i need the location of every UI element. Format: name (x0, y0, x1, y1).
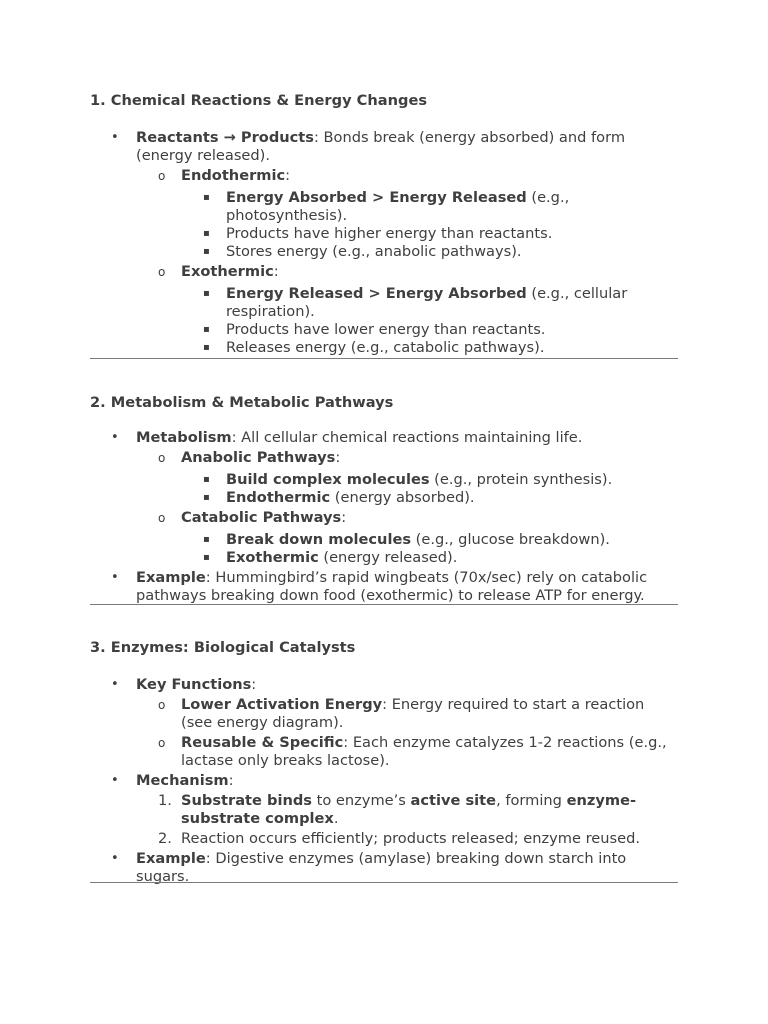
bullet-marker: ▪ (203, 492, 210, 503)
item-text: : Digestive enzymes (amylase) breaking down starch into sugars. (136, 850, 627, 885)
bullet-marker: ▪ (203, 552, 210, 563)
bold-term: Energy Released > Energy Absorbed (226, 285, 527, 302)
bullet-marker: o (158, 698, 166, 712)
numbered-item (90, 830, 678, 848)
bullet-item (90, 129, 678, 165)
bold-term: Endothermic (181, 167, 286, 184)
sub-bullet-item (90, 734, 678, 770)
item-text: : (335, 449, 341, 466)
bold-term: Example (136, 850, 206, 867)
item-text: Products have lower energy than reactants. (226, 321, 546, 338)
section-chemical-reactions (90, 92, 678, 357)
bullet-marker: ▪ (203, 246, 210, 257)
item-text: (energy absorbed). (330, 489, 475, 506)
bold-term: Lower Activation Energy (181, 696, 383, 713)
item-text: (energy released). (318, 549, 458, 566)
sub-bullet-item (90, 285, 678, 321)
bullet-item (90, 676, 678, 694)
section-divider (90, 358, 678, 359)
bullet-marker: ▪ (203, 192, 210, 203)
item-text: : (285, 167, 291, 184)
bullet-marker: • (111, 677, 119, 692)
item-text: . (333, 810, 339, 827)
section-heading: 3. Enzymes: Biological Catalysts (90, 639, 356, 656)
section-divider (90, 604, 678, 605)
bullet-marker: • (111, 773, 119, 788)
sub-bullet-item (90, 696, 678, 732)
item-text: : (273, 263, 279, 280)
numbered-item (90, 792, 678, 828)
sub-bullet-item (90, 167, 678, 185)
sub-bullet-item (90, 471, 678, 489)
bullet-marker: • (111, 130, 119, 145)
bold-term: Reusable & Specific (181, 734, 344, 751)
item-text: : Bonds break (energy absorbed) and form (energy released). (136, 129, 626, 164)
bold-term: enzyme-substrate complex (181, 792, 637, 827)
item-text: Stores energy (e.g., anabolic pathways). (226, 243, 522, 260)
item-text: (e.g., cellular respiration). (226, 285, 628, 320)
bullet-marker: o (158, 451, 166, 465)
bullet-marker: ▪ (203, 342, 210, 353)
bold-term: Exothermic (226, 549, 319, 566)
section-metabolism (90, 394, 678, 605)
sub-bullet-item (90, 321, 678, 339)
list-number: 2. (158, 830, 172, 847)
bold-term: Substrate binds (181, 792, 312, 809)
sub-bullet-item (90, 263, 678, 281)
item-text: : Hummingbird’s rapid wingbeats (70x/sec) rely on catabolic pathways breaking down food (exothermic) to release ATP for energy. (136, 569, 648, 604)
bullet-marker: ▪ (203, 324, 210, 335)
item-text: Releases energy (e.g., catabolic pathways). (226, 339, 545, 356)
bullet-list (90, 129, 678, 357)
bold-term: Example (136, 569, 206, 586)
item-text: : (341, 509, 347, 526)
item-text: (e.g., photosynthesis). (226, 189, 570, 224)
item-text: (e.g., glucose breakdown). (411, 531, 610, 548)
bullet-marker: o (158, 169, 166, 183)
bold-term: Reactants → Products (136, 129, 314, 146)
section-divider (90, 882, 678, 883)
sub-bullet-item (90, 225, 678, 243)
sub-bullet-item (90, 549, 678, 567)
list-number: 1. (158, 792, 172, 809)
bullet-marker: ▪ (203, 288, 210, 299)
bullet-marker: • (111, 570, 119, 585)
item-text: (e.g., protein synthesis). (429, 471, 613, 488)
sub-bullet-item (90, 531, 678, 549)
sub-bullet-item (90, 449, 678, 467)
sub-bullet-item (90, 509, 678, 527)
bullet-item (90, 850, 678, 886)
sub-bullet-item (90, 489, 678, 507)
bullet-marker: ▪ (203, 228, 210, 239)
section-enzymes (90, 639, 678, 886)
bold-term: Build complex molecules (226, 471, 430, 488)
bullet-item (90, 429, 678, 447)
bullet-marker: o (158, 265, 166, 279)
bullet-item (90, 772, 678, 790)
sub-bullet-item (90, 189, 678, 225)
bold-term: Key Functions (136, 676, 252, 693)
item-text: : All cellular chemical reactions maintaining life. (231, 429, 583, 446)
bold-term: active site (410, 792, 497, 809)
sub-bullet-item (90, 243, 678, 261)
bold-term: Mechanism (136, 772, 229, 789)
bold-term: Endothermic (226, 489, 331, 506)
bullet-item (90, 569, 678, 605)
bold-term: Anabolic Pathways (181, 449, 336, 466)
bullet-marker: o (158, 511, 166, 525)
item-text: , forming (496, 792, 567, 809)
item-text: Reaction occurs efficiently; products released; enzyme reused. (181, 830, 641, 847)
bullet-marker: ▪ (203, 474, 210, 485)
bullet-marker: • (111, 851, 119, 866)
sub-bullet-item (90, 339, 678, 357)
bullet-marker: • (111, 430, 119, 445)
item-text: to enzyme’s (311, 792, 411, 809)
item-text: Products have higher energy than reactants. (226, 225, 553, 242)
bullet-marker: o (158, 736, 166, 750)
bold-term: Catabolic Pathways (181, 509, 342, 526)
item-text: : Energy required to start a reaction (see energy diagram). (181, 696, 645, 731)
bold-term: Exothermic (181, 263, 274, 280)
bold-term: Break down molecules (226, 531, 412, 548)
item-text: : (251, 676, 257, 693)
bullet-marker: ▪ (203, 534, 210, 545)
bullet-list (90, 676, 678, 886)
section-heading: 2. Metabolism & Metabolic Pathways (90, 394, 394, 411)
section-heading: 1. Chemical Reactions & Energy Changes (90, 92, 428, 109)
item-text: : (228, 772, 234, 789)
item-text: : Each enzyme catalyzes 1-2 reactions (e.g., lactase only breaks lactose). (181, 734, 667, 769)
bullet-list (90, 429, 678, 605)
bold-term: Energy Absorbed > Energy Released (226, 189, 527, 206)
bold-term: Metabolism (136, 429, 232, 446)
